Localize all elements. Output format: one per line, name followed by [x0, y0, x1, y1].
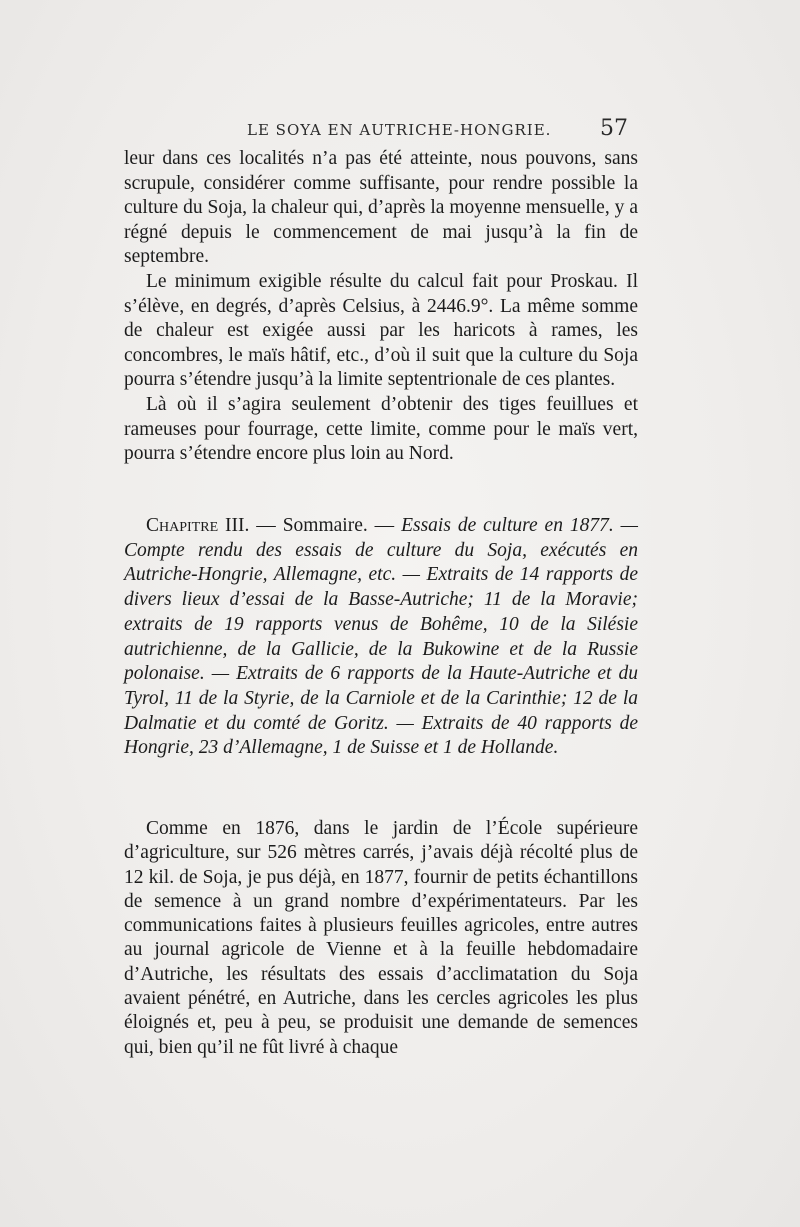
page-header — [127, 116, 632, 146]
body-text-top — [124, 147, 638, 467]
page-number: 57 — [600, 116, 628, 141]
paragraph-1: leur dans ces localités n’a pas été atteinte, nous pouvons, sans scrupule, considérer comme suffisante, pour rendre possible la culture du Soja, la chaleur qui, d’après la moyenne mensuelle, y a régné depuis le commencement de mai jusqu’à la fin de septembre. — [124, 148, 638, 268]
running-title: LE SOYA EN AUTRICHE-HONGRIE. — [247, 121, 552, 139]
summary-paragraph — [124, 514, 638, 761]
paragraph-2: Le minimum exigible résulte du calcul fait pour Proskau. Il s’élève, en degrés, d’après Celsius, à 2446.9°. La même somme de chaleur est exigée aussi par les haricots à rames, les concombres, le maïs hâtif, etc., d’où il suit que la culture du Soja pourra s’étendre jusqu’à la limite septentrionale de ces plantes. — [124, 270, 638, 391]
paragraph-final: Comme en 1876, dans le jardin de l’École supérieure d’agriculture, sur 526 mètres carrés, j’avais déjà récolté plus de 12 kil. de Soja, je pus déjà, en 1877, fournir de petits échantillons de semence à un grand nombre d’expérimentateurs. Par les communications faites à plusieurs feuilles agricoles, entre autres au journal agricole de Vienne et à la feuille hebdomadaire d’Autriche, les résultats des essais d’acclimatation du Soja avaient pénétré, en Autriche, dans les cercles agricoles les plus éloignés et, peu à peu, se produisit une demande de semences qui, bien qu’il ne fût livré à chaque — [124, 818, 638, 1058]
chapter-label: Chapitre III. — [146, 515, 250, 536]
body-text-bottom — [124, 817, 638, 1060]
sommaire-label: — Sommaire. — — [249, 515, 402, 536]
summary-text: Essais de culture en 1877. — Compte rendu des essais de culture du Soja, exécutés en Autriche-Hongrie, Allemagne, etc. — Extraits de 14 rapports de divers lieux d’essai de la Basse-Autriche; 11 de la Moravie; extraits de 19 rapports venus de Bohême, 10 de la Silésie autrichienne, de la Gallicie, de la Bukowine et de la Russie polonaise. — Extraits de 6 rapports de la Haute-Autriche et du Tyrol, 11 de la Styrie, de la Carniole et de la Carinthie; 12 de la Dalmatie et du comté de Goritz. — Extraits de 40 rapports de Hongrie, 23 d’Allemagne, 1 de Suisse et 1 de Hollande. — [124, 515, 638, 759]
chapter-summary — [124, 514, 638, 761]
paragraph-3: Là où il s’agira seulement d’obtenir des tiges feuillues et rameuses pour fourrage, cette limite, comme pour le maïs vert, pourra s’étendre encore plus loin au Nord. — [124, 393, 638, 465]
